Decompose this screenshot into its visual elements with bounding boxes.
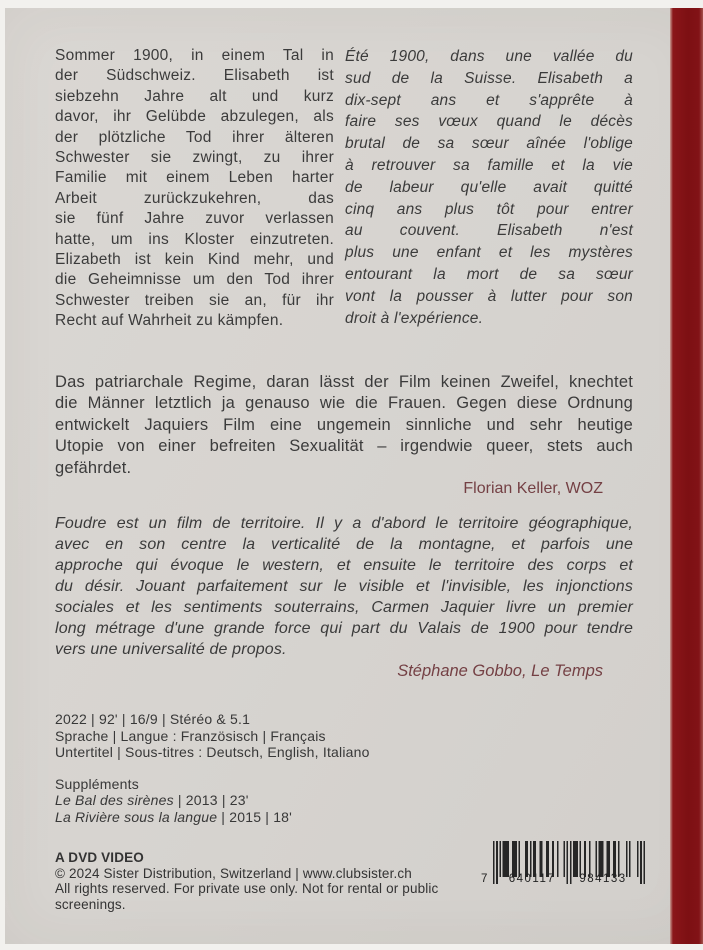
rights-line: All rights reserved. For private use only. Not for rental or public screenings. — [55, 881, 439, 912]
dvd-video-label: A DVD VIDEO — [55, 850, 144, 865]
barcode-lead-digit: 7 — [481, 873, 489, 885]
barcode-group-1: 640117 — [508, 873, 556, 885]
dvd-back-cover — [5, 8, 703, 944]
review-quote-german: Das patriarchale Regime, daran lässt der Film keinen Zweifel, knechtet die Männer letztlich ja genauso wie die Frauen. Gegen diese Ordnung entwickelt Jaquiers Film eine ungemein sinnliche und sehr heutige Utopie von einer befreiten Sexualität – irgendwie queer, stets auch gefährdet. — [55, 373, 633, 477]
barcode-digits — [481, 873, 645, 887]
review-quote-french: Foudre est un film de territoire. Il y a d'abord le territoire géographique, avec en son centre la verticalité de la montagne, et parfois une approche qui évoque le western, et ensuite le territoire des corps et du désir. Jouant parfaitement sur le visible et l'invisible, les injonctions sociales et les sentiments souterrains, Carmen Jaquier livre un premier long métrage d'une grande force qui part du Valais de 1900 pour tendre vers une universalité de propos. — [55, 515, 633, 658]
barcode-group-2: 984133 — [579, 873, 627, 885]
copyright-line: © 2024 Sister Distribution, Switzerland | www.clubsister.ch — [55, 865, 412, 881]
synopsis-french: Été 1900, dans une vallée du sud de la Suisse. Elisabeth a dix-sept ans et s'apprête à faire ses vœux quand le décès brutal de sa sœur aînée l'oblige à retrouver sa famille et la vie de labeur qu'elle avait quitté cinq ans plus tôt pour entrer au couvent. Elisabeth n'est plus une enfant et les mystères entourant la mort de sa sœur vont la pousser à lutter pour son droit à l'expérience. — [345, 48, 633, 327]
supplement-item — [55, 809, 615, 825]
supplements-section — [55, 776, 615, 825]
supplement-meta: | 2013 | 23' — [173, 792, 249, 809]
synopsis-german: Sommer 1900, in einem Tal in der Südschweiz. Elisabeth ist siebzehn Jahre alt und kurz davor, ihr Gelübde abzulegen, als der plötzliche Tod ihrer älteren Schwester sie zwingt, zu ihrer Familie mit einem Leben harter Arbeit zurückzukehren, das sie fünf Jahre zuvor verlassen hatte, um ins Kloster einzutreten. Elizabeth ist kein Kind mehr, und die Geheimnisse um den Tod ihrer Schwester treiben sie an, für ihr Recht auf Wahrheit zu kämpfen. — [55, 47, 334, 330]
spine-strip — [670, 8, 703, 944]
review-attribution-letemps: Stéphane Gobbo, Le Temps — [397, 662, 603, 680]
supplement-title: Le Bal des sirènes — [55, 792, 174, 809]
supplement-meta: | 2015 | 18' — [217, 808, 293, 825]
supplements-heading: Suppléments — [55, 776, 139, 792]
technical-specs: 2022 | 92' | 16/9 | Stéréo & 5.1 Sprache | Langue : Französisch | Français Untertitel | Sous-titres : Deutsch, English, Italiano — [55, 711, 370, 761]
barcode — [481, 841, 647, 899]
review-attribution-woz: Florian Keller, WOZ — [463, 480, 603, 497]
synopsis-section — [55, 46, 633, 332]
supplement-title: La Rivière sous la langue — [55, 808, 218, 825]
supplement-item — [55, 792, 615, 808]
legal-section — [55, 850, 485, 912]
